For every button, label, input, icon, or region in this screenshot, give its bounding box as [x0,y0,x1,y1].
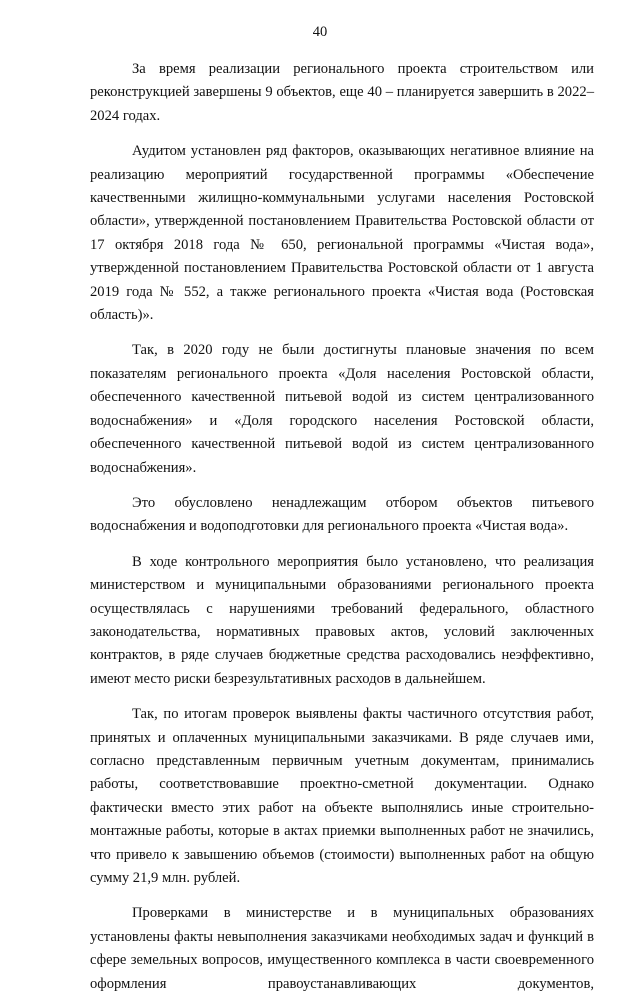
paragraph-7: Проверками в министерстве и в муниципальных образованиях установлены факты невыполнения заказчиками необходимых задач и функций в сфере земельных вопросов, имущественного комплекса в части своевременного оформления правоустанавливающих документов, [90,905,594,992]
paragraph-3: Так, в 2020 году не были достигнуты плановые значения по всем показателям регионального проекта «Доля населения Ростовской области, обеспеченного качественной питьевой водой из систем централизованного водоснабжения» и «Доля городского населения Ростовской области, обеспеченного качественной питьевой водой из систем централизованного водоснабжения». [90,342,594,476]
page-body [90,58,594,1008]
paragraph-4: Это обусловлено ненадлежащим отбором объектов питьевого водоснабжения и водоподготовки для регионального проекта «Чистая вода». [90,494,594,535]
page-number: 40 [312,24,328,40]
paragraph-6: Так, по итогам проверок выявлены факты частичного отсутствия работ, принятых и оплаченных муниципальными заказчиками. В ряде случаев ими, согласно представленным первичным учетным документам, принимались работы, соответствовавшие проектно-сметной документации. Однако фактически вместо этих работ на объекте выполнялись иные строительно-монтажные работы, которые в актах приемки выполненных работ не значились, что привело к завышению объемов (стоимости) выполненных работ на общую сумму 21,9 млн. рублей. [90,706,594,886]
paragraph-1: За время реализации регионального проекта строительством или реконструкцией завершены 9 объектов, еще 40 – планируется завершить в 2022–2024 годах. [90,61,594,124]
paragraph-5: В ходе контрольного мероприятия было установлено, что реализация министерством и муниципальными образованиями регионального проекта осуществлялась с нарушениями требований федерального, областного законодательства, нормативных правовых актов, условий заключенных контрактов, в ряде случаев бюджетные средства расходовались неэффективно, имеют место риски безрезультативных расходов в дальнейшем. [90,553,594,687]
paragraph-2: Аудитом установлен ряд факторов, оказывающих негативное влияние на реализацию мероприятий государственной программы «Обеспечение качественными жилищно-коммунальными услугами населения Ростовской области», утвержденной постановлением Правительства Ростовской области от 17 октября 2018 года № 650, региональной программы «Чистая вода», утвержденной постановлением Правительства Ростовской области от 1 августа 2019 года № 552, а также регионального проекта «Чистая вода (Ростовская область)». [90,143,594,324]
